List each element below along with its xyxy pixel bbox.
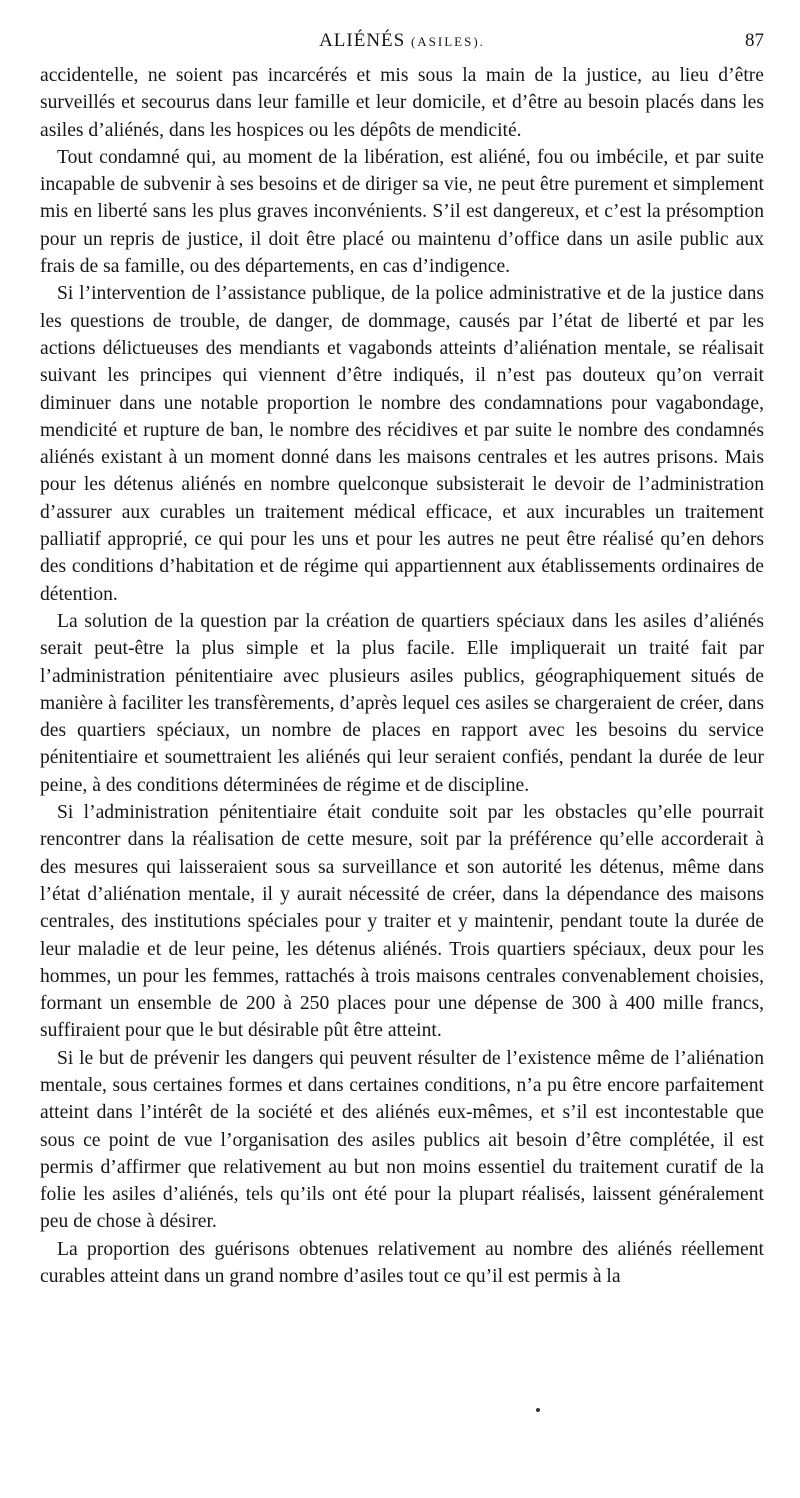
paragraph: Si l’intervention de l’assistance publique, de la police administrative et de la justice dans les questions de trouble, de danger, de dommage, causés par l’état de liberté et par les actions délictueuses des mendiants et vagabonds atteints d’aliénation mentale, se réalisait suivant les principes qui viennent d’être indiqués, il n’est pas douteux qu’on verrait diminuer dans une notable proportion le nombre des condamnations pour vagabondage, mendicité et rupture de ban, le nombre des récidives et par suite le nombre des condamnés aliénés existant à un moment donné dans les maisons centrales et les autres prisons. Mais pour les détenus aliénés en nombre quelconque subsisterait le devoir de l’administration d’assurer aux curables un traitement médical efficace, et aux incurables un traitement palliatif approprié, ce qui pour les uns et pour les autres ne peut être réalisé qu’en dehors des conditions d’habitation et de régime qui appartiennent aux établissements ordinaires de détention. xyxy=(40,283,764,605)
paragraph: Si le but de prévenir les dangers qui peuvent résulter de l’existence même de l’aliénation mentale, sous certaines formes et dans certaines conditions, n’a pu être encore parfaitement atteint dans l’intérêt de la société et des aliénés eux-mêmes, et s’il est incontestable que sous ce point de vue l’organisation des asiles publics ait besoin d’être complétée, il est permis d’affirmer que relativement au but non moins essentiel du traitement curatif de la folie les asiles d’aliénés, tels qu’ils ont été pour la plupart réalisés, laissent généralement peu de chose à désirer. xyxy=(40,1047,764,1233)
running-title-main: ALIÉNÉS xyxy=(319,30,406,51)
paragraph: Tout condamné qui, au moment de la libération, est aliéné, fou ou imbécile, et par suite incapable de subvenir à ses besoins et de diriger sa vie, ne peut être purement et simplement mis en liberté sans les plus graves inconvénients. S’il est dangereux, et c’est la présomption pour un repris de justice, il doit être placé ou maintenu d’office dans un asile public aux frais de sa famille, ou des départements, en cas d’indigence. xyxy=(40,146,764,278)
paragraph: La solution de la question par la création de quartiers spéciaux dans les asiles d’aliénés serait peut-être la plus simple et la plus facile. Elle impliquerait un traité fait par l’administration pénitentiaire avec plusieurs asiles publics, géographiquement situés de manière à faciliter les transfèrements, d’après lequel ces asiles se chargeraient de créer, dans des quartiers spéciaux, un nombre de places en rapport avec les besoins du service pénitentiaire et soumettraient les aliénés qui leur seraient confiés, pendant la durée de leur peine, à des conditions déterminées de régime et de discipline. xyxy=(40,610,764,796)
running-title-subtitle: (ASILES). xyxy=(410,34,485,49)
paragraph: La proportion des guérisons obtenues relativement au nombre des aliénés réellement curables atteint dans un grand nombre d’asiles tout ce qu’il est permis à la xyxy=(40,1238,764,1288)
print-speck xyxy=(536,1408,540,1412)
book-page xyxy=(40,28,764,1290)
page-number: 87 xyxy=(745,30,764,51)
running-title xyxy=(40,30,764,52)
running-header xyxy=(40,28,764,58)
paragraph-continued: accidentelle, ne soient pas incarcérés et mis sous la main de la justice, au lieu d’être surveillés et secourus dans leur famille et leur domicile, et d’être au besoin placés dans les asiles d’aliénés, dans les hospices ou les dépôts de mendicité. xyxy=(40,65,764,141)
body-text xyxy=(40,62,764,1290)
paragraph: Si l’administration pénitentiaire était conduite soit par les obstacles qu’elle pourrait rencontrer dans la réalisation de cette mesure, soit par la préférence qu’elle accorderait à des mesures qui laisseraient sous sa surveillance et son autorité les détenus, même dans l’état d’aliénation mentale, il y aurait nécessité de créer, dans la dépendance des maisons centrales, des institutions spéciales pour y traiter et y maintenir, pendant toute la durée de leur maladie et de leur peine, les détenus aliénés. Trois quartiers spéciaux, deux pour les hommes, un pour les femmes, rattachés à trois maisons centrales convenablement choisies, formant un ensemble de 200 à 250 places pour une dépense de 300 à 400 mille francs, suffiraient pour que le but désirable pût être atteint. xyxy=(40,802,764,1042)
